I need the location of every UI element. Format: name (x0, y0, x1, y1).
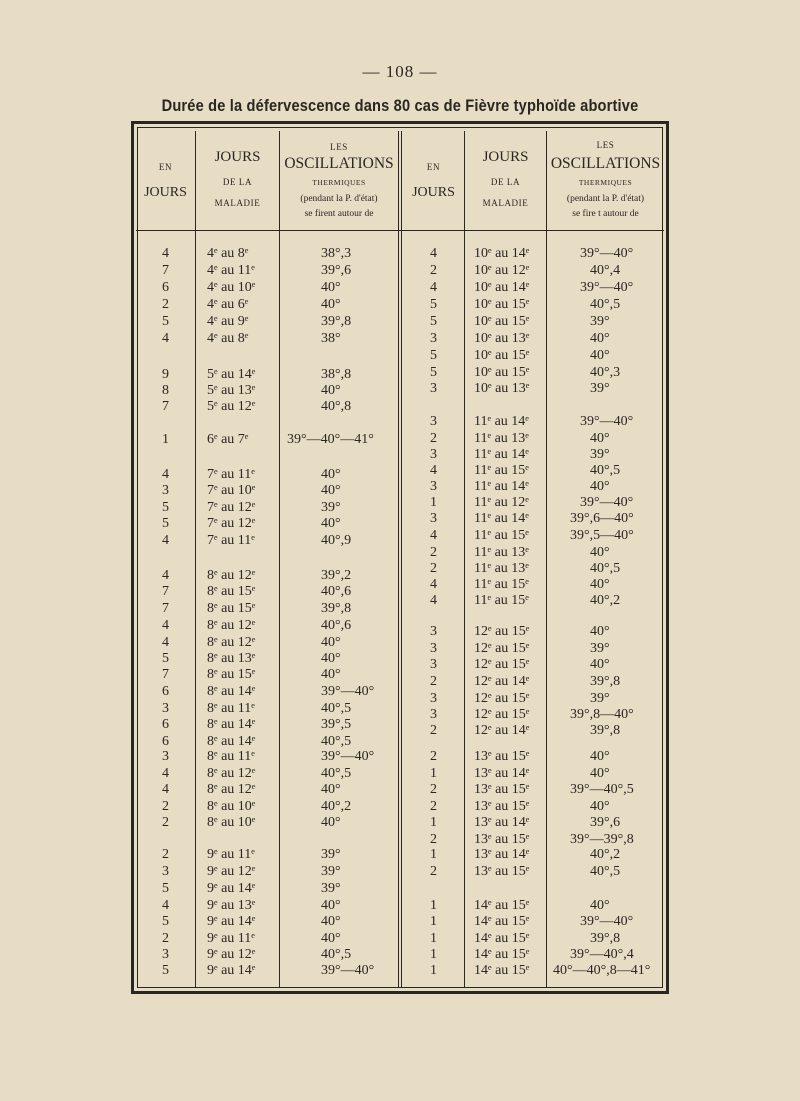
left-osc-cell: 40°,5 (321, 766, 352, 781)
left-jours-cell: 9ᵉ au 14ᵉ (207, 963, 256, 978)
right-en-cell: 4 (430, 280, 437, 295)
right-en-cell: 2 (430, 782, 437, 797)
right-osc-cell: 40°—40°,8—41° (553, 963, 651, 978)
left-jours-cell: 8ᵉ au 12ᵉ (207, 618, 256, 633)
right-jours-cell: 14ᵉ au 15ᵉ (474, 947, 530, 962)
left-osc-cell: 39°—40° (321, 684, 375, 699)
left-en-cell: 4 (162, 635, 169, 650)
right-jours-cell: 13ᵉ au 15ᵉ (474, 832, 530, 847)
left-osc-cell: 40°,5 (321, 734, 352, 749)
column-divider (279, 131, 280, 987)
left-osc-cell: 40°,5 (321, 947, 352, 962)
left-osc-cell: 40° (321, 467, 341, 482)
left-osc-cell: 39°,2 (321, 568, 352, 583)
right-jours-cell: 13ᵉ au 15ᵉ (474, 749, 530, 764)
right-jours-cell: 11ᵉ au 14ᵉ (474, 511, 529, 526)
right-osc-cell: 40° (590, 331, 610, 346)
right-osc-cell: 39°—39°,8 (570, 832, 634, 847)
right-en-cell: 3 (430, 414, 437, 429)
left-jours-cell: 8ᵉ au 15ᵉ (207, 584, 256, 599)
left-en-cell: 5 (162, 516, 169, 531)
left-jours-cell: 9ᵉ au 12ᵉ (207, 864, 256, 879)
right-en-cell: 3 (430, 657, 437, 672)
page-number: — 108 — (362, 62, 438, 81)
left-en-cell: 5 (162, 314, 169, 329)
right-en-cell: 1 (430, 766, 437, 781)
right-jours-cell: 12ᵉ au 15ᵉ (474, 691, 530, 706)
right-jours-cell: 11ᵉ au 15ᵉ (474, 577, 529, 592)
left-jours-cell: 8ᵉ au 11ᵉ (207, 701, 255, 716)
left-jours-cell: 8ᵉ au 12ᵉ (207, 766, 256, 781)
left-en-cell: 3 (162, 864, 169, 879)
right-en-cell: 2 (430, 431, 437, 446)
left-osc-cell: 40° (321, 651, 341, 666)
right-jours-cell: 14ᵉ au 15ᵉ (474, 963, 530, 978)
left-osc-cell: 39° (321, 847, 341, 862)
right-jours-cell: 14ᵉ au 15ᵉ (474, 898, 530, 913)
left-osc-cell: 40° (321, 297, 341, 312)
right-osc-cell: 39°,8 (590, 723, 621, 738)
right-en-cell: 3 (430, 691, 437, 706)
left-jours-cell: 5ᵉ au 12ᵉ (207, 399, 256, 414)
right-en-cell: 4 (430, 577, 437, 592)
right-osc-cell: 39°,5—40° (570, 528, 634, 543)
left-en-cell: 7 (162, 263, 169, 278)
right-jours-cell: 13ᵉ au 15ᵉ (474, 799, 530, 814)
right-jours-cell: 11ᵉ au 13ᵉ (474, 431, 529, 446)
right-jours-cell: 11ᵉ au 15ᵉ (474, 593, 529, 608)
left-osc-cell: 39°—40° (321, 749, 375, 764)
right-en-cell: 1 (430, 963, 437, 978)
right-jours-cell: 10ᵉ au 15ᵉ (474, 297, 530, 312)
right-osc-cell: 39°—40°,4 (570, 947, 634, 962)
left-en-cell: 8 (162, 383, 169, 398)
left-en-cell: 4 (162, 782, 169, 797)
left-jours-cell: 8ᵉ au 14ᵉ (207, 734, 256, 749)
left-jours-cell: 8ᵉ au 12ᵉ (207, 782, 256, 797)
header-sefirent-left: se firent autour de (304, 209, 374, 219)
header-thermiques-left: THERMIQUES (312, 178, 366, 187)
right-en-cell: 5 (430, 314, 437, 329)
left-osc-cell: 40°,9 (321, 533, 352, 548)
left-osc-cell: 38°,3 (321, 246, 352, 261)
right-en-cell: 1 (430, 947, 437, 962)
right-osc-cell: 39°,6 (590, 815, 621, 830)
left-en-cell: 2 (162, 847, 169, 862)
header-jours-maladie-left: JOURS (214, 149, 261, 165)
left-osc-cell: 39° (321, 881, 341, 896)
right-en-cell: 3 (430, 447, 437, 462)
left-osc-cell: 38° (321, 331, 341, 346)
header-maladie-right: MALADIE (482, 198, 529, 208)
right-en-cell: 5 (430, 297, 437, 312)
left-osc-cell: 39°,8 (321, 314, 352, 329)
left-jours-cell: 8ᵉ au 11ᵉ (207, 749, 255, 764)
left-jours-cell: 9ᵉ au 12ᵉ (207, 947, 256, 962)
left-jours-cell: 5ᵉ au 14ᵉ (207, 367, 256, 382)
left-en-cell: 3 (162, 947, 169, 962)
left-osc-cell: 40° (321, 516, 341, 531)
right-en-cell: 2 (430, 561, 437, 576)
right-osc-cell: 39° (590, 641, 610, 656)
right-osc-cell: 40° (590, 431, 610, 446)
left-osc-cell: 40° (321, 931, 341, 946)
header-dela-right: DE LA (490, 177, 521, 187)
left-osc-cell: 40° (321, 667, 341, 682)
header-rule (136, 230, 664, 231)
left-en-cell: 7 (162, 399, 169, 414)
right-en-cell: 4 (430, 593, 437, 608)
left-en-cell: 2 (162, 931, 169, 946)
right-en-cell: 2 (430, 864, 437, 879)
right-jours-cell: 10ᵉ au 15ᵉ (474, 314, 530, 329)
left-jours-cell: 4ᵉ au 8ᵉ (207, 246, 249, 261)
right-jours-cell: 12ᵉ au 15ᵉ (474, 641, 530, 656)
left-jours-cell: 9ᵉ au 11ᵉ (207, 847, 255, 862)
right-en-cell: 4 (430, 528, 437, 543)
left-jours-cell: 7ᵉ au 11ᵉ (207, 467, 255, 482)
left-osc-cell: 40° (321, 898, 341, 913)
left-jours-cell: 4ᵉ au 8ᵉ (207, 331, 249, 346)
right-en-cell: 2 (430, 832, 437, 847)
left-jours-cell: 9ᵉ au 11ᵉ (207, 931, 255, 946)
left-osc-cell: 40° (321, 782, 341, 797)
right-en-cell: 1 (430, 931, 437, 946)
right-osc-cell: 40°,5 (590, 561, 621, 576)
left-osc-cell: 40° (321, 815, 341, 830)
right-osc-cell: 39°—40°,5 (570, 782, 634, 797)
left-osc-cell: 39°,8 (321, 601, 352, 616)
right-jours-cell: 12ᵉ au 14ᵉ (474, 723, 530, 738)
left-en-cell: 5 (162, 651, 169, 666)
left-en-cell: 5 (162, 914, 169, 929)
left-jours-cell: 8ᵉ au 12ᵉ (207, 635, 256, 650)
right-osc-cell: 40° (590, 577, 610, 592)
table-title: Durée de la défervescence dans 80 cas de Fièvre typhoïde abortive (161, 96, 639, 115)
right-osc-cell: 40° (590, 545, 610, 560)
left-jours-cell: 4ᵉ au 9ᵉ (207, 314, 249, 329)
right-osc-cell: 39° (590, 381, 610, 396)
left-jours-cell: 7ᵉ au 12ᵉ (207, 500, 256, 515)
right-jours-cell: 11ᵉ au 15ᵉ (474, 528, 529, 543)
right-en-cell: 3 (430, 331, 437, 346)
right-osc-cell: 40°,4 (590, 263, 621, 278)
left-jours-cell: 7ᵉ au 10ᵉ (207, 483, 256, 498)
left-en-cell: 7 (162, 601, 169, 616)
right-osc-cell: 39°—40° (580, 280, 634, 295)
right-jours-cell: 11ᵉ au 15ᵉ (474, 463, 529, 478)
right-osc-cell: 39°,6—40° (570, 511, 634, 526)
right-en-cell: 5 (430, 365, 437, 380)
column-divider (464, 131, 465, 987)
left-jours-cell: 8ᵉ au 10ᵉ (207, 799, 256, 814)
header-maladie-left: MALADIE (214, 198, 261, 208)
right-osc-cell: 40° (590, 479, 610, 494)
left-osc-cell: 40° (321, 635, 341, 650)
left-osc-cell: 39°,6 (321, 263, 352, 278)
left-en-cell: 6 (162, 684, 169, 699)
right-jours-cell: 12ᵉ au 15ᵉ (474, 707, 530, 722)
left-en-cell: 2 (162, 799, 169, 814)
right-jours-cell: 10ᵉ au 15ᵉ (474, 365, 530, 380)
right-jours-cell: 11ᵉ au 14ᵉ (474, 447, 529, 462)
left-en-cell: 4 (162, 246, 169, 261)
column-divider (546, 131, 547, 987)
header-pendant-left: (pendant la P. d'état) (300, 194, 378, 204)
right-osc-cell: 40°,3 (590, 365, 621, 380)
right-osc-cell: 40° (590, 749, 610, 764)
left-jours-cell: 5ᵉ au 13ᵉ (207, 383, 256, 398)
left-osc-cell: 40°,2 (321, 799, 352, 814)
right-en-cell: 2 (430, 263, 437, 278)
left-en-cell: 6 (162, 280, 169, 295)
left-en-cell: 5 (162, 963, 169, 978)
left-osc-cell: 40°,6 (321, 584, 352, 599)
left-jours-cell: 8ᵉ au 15ᵉ (207, 601, 256, 616)
right-jours-cell: 13ᵉ au 14ᵉ (474, 847, 530, 862)
right-osc-cell: 40°,5 (590, 297, 621, 312)
right-en-cell: 3 (430, 511, 437, 526)
left-osc-cell: 39°—40°—41° (287, 432, 374, 447)
right-jours-cell: 11ᵉ au 12ᵉ (474, 495, 529, 510)
right-jours-cell: 13ᵉ au 14ᵉ (474, 766, 530, 781)
left-jours-cell: 8ᵉ au 14ᵉ (207, 717, 256, 732)
right-osc-cell: 40°,5 (590, 864, 621, 879)
left-jours-cell: 8ᵉ au 13ᵉ (207, 651, 256, 666)
right-jours-cell: 10ᵉ au 14ᵉ (474, 280, 530, 295)
right-osc-cell: 39° (590, 447, 610, 462)
left-osc-cell: 39°—40° (321, 963, 375, 978)
right-osc-cell: 40° (590, 766, 610, 781)
right-en-cell: 3 (430, 707, 437, 722)
right-osc-cell: 39°—40° (580, 495, 634, 510)
left-en-cell: 4 (162, 766, 169, 781)
right-jours-cell: 13ᵉ au 15ᵉ (474, 864, 530, 879)
left-en-cell: 7 (162, 584, 169, 599)
right-osc-cell: 40° (590, 348, 610, 363)
right-jours-cell: 10ᵉ au 14ᵉ (474, 246, 530, 261)
right-jours-cell: 12ᵉ au 15ᵉ (474, 657, 530, 672)
header-sefirent-right: se fire t autour de (572, 209, 639, 219)
header-les-left: LES (330, 142, 348, 152)
right-en-cell: 1 (430, 495, 437, 510)
left-jours-cell: 8ᵉ au 12ᵉ (207, 568, 256, 583)
right-en-cell: 2 (430, 545, 437, 560)
right-osc-cell: 39°—40° (580, 914, 634, 929)
right-osc-cell: 39°,8—40° (570, 707, 634, 722)
header-dela-left: DE LA (222, 177, 253, 187)
left-osc-cell: 40° (321, 483, 341, 498)
right-en-cell: 1 (430, 898, 437, 913)
left-jours-cell: 8ᵉ au 10ᵉ (207, 815, 256, 830)
center-double-divider (398, 131, 402, 987)
right-osc-cell: 39°—40° (580, 246, 634, 261)
right-en-cell: 2 (430, 723, 437, 738)
left-osc-cell: 40°,8 (321, 399, 352, 414)
header-thermiques-right: THERMIQUES (578, 178, 633, 187)
left-osc-cell: 39°,5 (321, 717, 352, 732)
right-en-cell: 3 (430, 624, 437, 639)
left-en-cell: 4 (162, 467, 169, 482)
left-en-cell: 6 (162, 717, 169, 732)
right-jours-cell: 11ᵉ au 13ᵉ (474, 561, 529, 576)
right-en-cell: 4 (430, 246, 437, 261)
right-en-cell: 2 (430, 799, 437, 814)
right-jours-cell: 12ᵉ au 14ᵉ (474, 674, 530, 689)
right-en-cell: 2 (430, 674, 437, 689)
right-jours-cell: 11ᵉ au 14ᵉ (474, 479, 529, 494)
right-jours-cell: 10ᵉ au 15ᵉ (474, 348, 530, 363)
right-osc-cell: 40° (590, 657, 610, 672)
right-osc-cell: 39°,8 (590, 931, 621, 946)
left-jours-cell: 8ᵉ au 14ᵉ (207, 684, 256, 699)
header-en-right: EN (426, 162, 441, 172)
right-jours-cell: 10ᵉ au 12ᵉ (474, 263, 530, 278)
right-jours-cell: 14ᵉ au 15ᵉ (474, 931, 530, 946)
left-en-cell: 3 (162, 701, 169, 716)
left-jours-cell: 4ᵉ au 10ᵉ (207, 280, 256, 295)
left-jours-cell: 4ᵉ au 11ᵉ (207, 263, 255, 278)
left-en-cell: 2 (162, 815, 169, 830)
right-jours-cell: 14ᵉ au 15ᵉ (474, 914, 530, 929)
column-divider (195, 131, 196, 987)
left-jours-cell: 7ᵉ au 11ᵉ (207, 533, 255, 548)
left-en-cell: 4 (162, 568, 169, 583)
left-jours-cell: 9ᵉ au 14ᵉ (207, 914, 256, 929)
right-en-cell: 3 (430, 381, 437, 396)
left-osc-cell: 40°,5 (321, 701, 352, 716)
left-osc-cell: 39° (321, 864, 341, 879)
right-osc-cell: 39°—40° (580, 414, 634, 429)
right-en-cell: 1 (430, 815, 437, 830)
left-osc-cell: 40° (321, 914, 341, 929)
right-en-cell: 4 (430, 463, 437, 478)
right-jours-cell: 10ᵉ au 13ᵉ (474, 331, 530, 346)
left-en-cell: 9 (162, 367, 169, 382)
right-jours-cell: 11ᵉ au 13ᵉ (474, 545, 529, 560)
header-les-right: LES (596, 140, 615, 150)
left-jours-cell: 4ᵉ au 6ᵉ (207, 297, 249, 312)
right-osc-cell: 40°,5 (590, 463, 621, 478)
right-en-cell: 5 (430, 348, 437, 363)
right-osc-cell: 40°,2 (590, 593, 621, 608)
left-osc-cell: 39° (321, 500, 341, 515)
right-osc-cell: 40°,2 (590, 847, 621, 862)
left-osc-cell: 40° (321, 280, 341, 295)
left-en-cell: 4 (162, 898, 169, 913)
header-pendant-right: (pendant la P. d'état) (566, 194, 645, 204)
left-en-cell: 4 (162, 618, 169, 633)
header-jours-left: JOURS (144, 185, 187, 200)
left-en-cell: 7 (162, 667, 169, 682)
left-en-cell: 3 (162, 483, 169, 498)
right-osc-cell: 39° (590, 691, 610, 706)
right-osc-cell: 40° (590, 624, 610, 639)
left-osc-cell: 40° (321, 383, 341, 398)
right-jours-cell: 13ᵉ au 15ᵉ (474, 782, 530, 797)
right-osc-cell: 40° (590, 799, 610, 814)
right-en-cell: 3 (430, 479, 437, 494)
left-en-cell: 5 (162, 500, 169, 515)
header-oscillations-left: OSCILLATIONS (284, 155, 394, 172)
right-osc-cell: 39°,8 (590, 674, 621, 689)
left-jours-cell: 8ᵉ au 15ᵉ (207, 667, 256, 682)
left-osc-cell: 40°,6 (321, 618, 352, 633)
left-jours-cell: 7ᵉ au 12ᵉ (207, 516, 256, 531)
left-en-cell: 6 (162, 734, 169, 749)
right-jours-cell: 13ᵉ au 14ᵉ (474, 815, 530, 830)
right-en-cell: 3 (430, 641, 437, 656)
left-osc-cell: 38°,8 (321, 367, 352, 382)
right-jours-cell: 11ᵉ au 14ᵉ (474, 414, 529, 429)
left-en-cell: 4 (162, 533, 169, 548)
right-en-cell: 2 (430, 749, 437, 764)
left-jours-cell: 9ᵉ au 13ᵉ (207, 898, 256, 913)
left-en-cell: 1 (162, 432, 169, 447)
left-en-cell: 3 (162, 749, 169, 764)
left-jours-cell: 6ᵉ au 7ᵉ (207, 432, 249, 447)
header-oscillations-right: OSCILLATIONS (550, 155, 661, 172)
left-en-cell: 4 (162, 331, 169, 346)
left-en-cell: 5 (162, 881, 169, 896)
right-osc-cell: 40° (590, 898, 610, 913)
header-jours-right: JOURS (412, 185, 455, 200)
header-jours-maladie-right: JOURS (482, 149, 529, 165)
right-jours-cell: 10ᵉ au 13ᵉ (474, 381, 530, 396)
right-en-cell: 1 (430, 847, 437, 862)
header-en-left: EN (158, 162, 173, 172)
left-jours-cell: 9ᵉ au 14ᵉ (207, 881, 256, 896)
right-en-cell: 1 (430, 914, 437, 929)
right-jours-cell: 12ᵉ au 15ᵉ (474, 624, 530, 639)
left-en-cell: 2 (162, 297, 169, 312)
right-osc-cell: 39° (590, 314, 610, 329)
